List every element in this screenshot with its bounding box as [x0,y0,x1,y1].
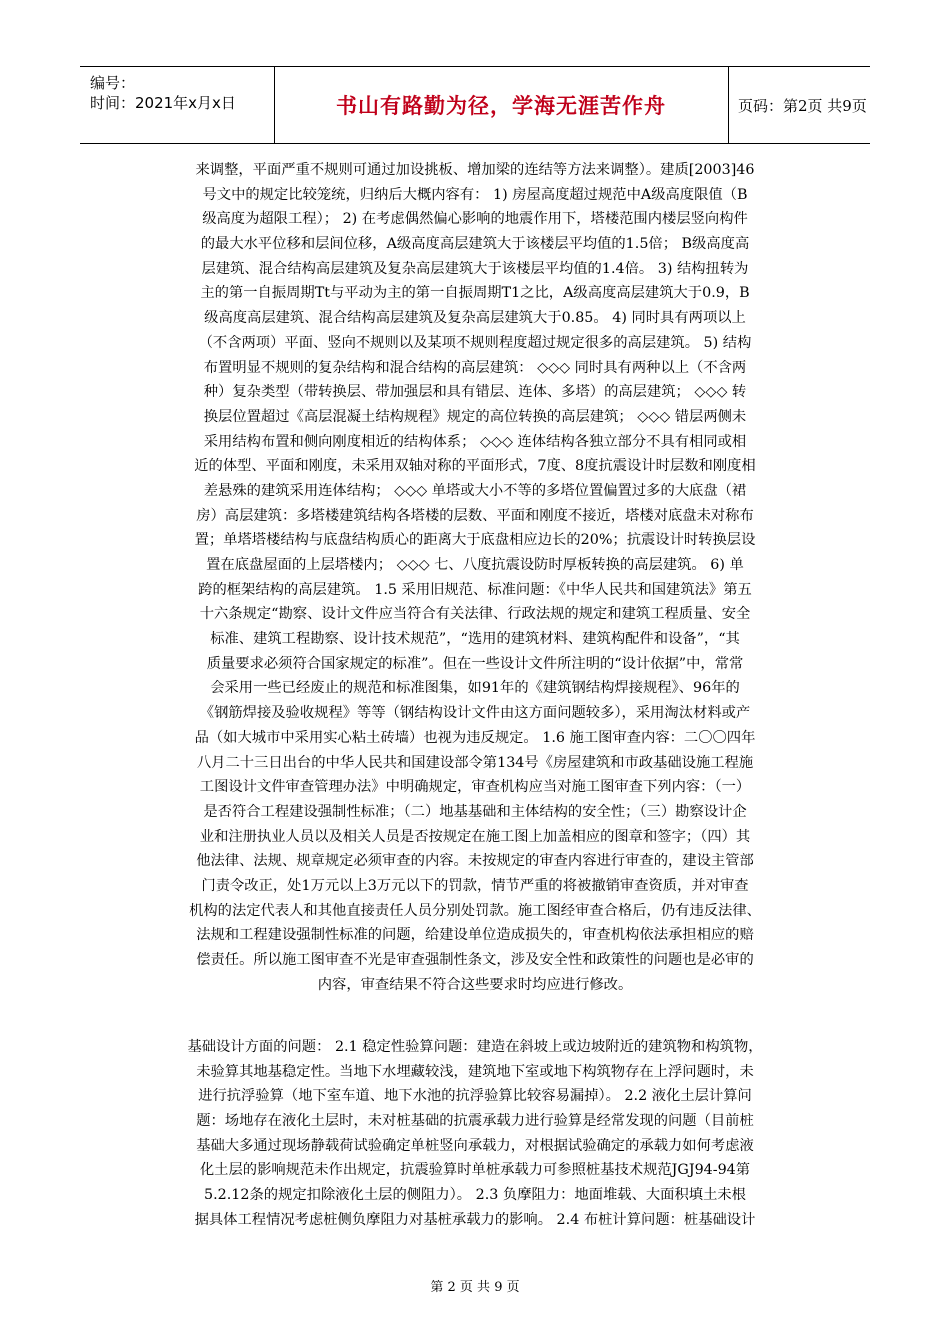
text-line: 化土层的影响规范未作出规定，抗震验算时单桩承载力可参照桩基技术规范JGJ94-94第 [199,1162,751,1179]
document-date-label: 时间：2021年x月x日 [90,94,236,112]
paragraph-2 [143,1035,807,1233]
page-header [80,66,870,144]
text-line: 采用结构布置和侧向刚度相近的结构体系； ◇◇◇ 连体结构各独立部分不具有相同或相 [203,433,747,450]
text-line: 号文中的规定比较笼统，归纳后大概内容有： 1) 房屋高度超过规范中A级高度限值（B [202,186,748,203]
text-line: 据具体工程情况考虑桩侧负摩阻力对基桩承载力的影响。 2.4 布桩计算问题：桩基础设计 [194,1211,756,1228]
header-page-info: 页码：第2页 共9页 [738,96,867,115]
text-line: 置在底盘屋面的上层塔楼内； ◇◇◇ 七、八度抗震设防时厚板转换的高层建筑。 6) 单 [206,557,744,573]
text-line: 质量要求必须符合国家规定的标准”。但在一些设计文件所注明的“设计依据”中，常常 [206,655,744,672]
text-line: 未验算其地基稳定性。当地下水埋藏较浅，建筑地下室或地下构筑物存在上浮问题时，未 [196,1063,754,1080]
text-line: 近的体型、平面和刚度，未采用双轴对称的平面形式，7度、8度抗震设计时层数和刚度相 [194,458,756,475]
text-line: 布置明显不规则的复杂结构和混合结构的高层建筑： ◇◇◇ 同时具有两种以上（不含两 [203,359,747,376]
text-line: 层建筑、混合结构高层建筑及复杂高层建筑大于该楼层平均值的1.4倍。 3) 结构扭转为 [201,260,749,277]
text-line: 基础设计方面的问题： 2.1 稳定性验算问题：建造在斜坡上或边坡附近的建筑物和构筑物， [187,1039,763,1055]
paragraph-1 [143,158,807,997]
text-line: 的最大水平位移和层间位移，A级高度高层建筑大于该楼层平均值的1.5倍； B级高度高 [200,236,750,253]
page-footer: 第 2 页 共 9 页 [430,1280,520,1295]
text-line: 偿责任。所以施工图审查不光是审查强制性条文，涉及安全性和政策性的问题也是必审的 [196,952,754,968]
text-line: 标准、建筑工程勘察、设计技术规范”，“选用的建筑材料、建筑构配件和设备”，“其 [210,631,740,648]
header-meta-cell [80,67,275,143]
text-line: （不含两项）平面、竖向不规则以及某项不规则程度超过规定很多的高层建筑。 5) 结构 [198,334,752,351]
text-line: 来调整，平面严重不规则可通过加设挑板、增加梁的连结等方法来调整）。建质[2003]46 [195,162,755,178]
text-line: 进行抗浮验算（地下室车道、地下水池的抗浮验算比较容易漏掉）。 2.2 液化土层计算问 [198,1088,752,1105]
text-line: 跨的框架结构的高层建筑。 1.5 采用旧规范、标准问题：《中华人民共和国建筑法》第五 [198,581,752,598]
text-line: 他法律、法规、规章规定必须审查的内容。未按规定的审查内容进行审查的，建设主管部 [196,853,754,870]
text-line: 是否符合工程建设强制性标准；（二）地基基础和主体结构的安全性；（三）勘察设计企 [203,803,747,820]
document-number-label: 编号： [90,74,136,92]
text-line: 机构的法定代表人和其他直接责任人员分别处罚款。施工图经审查合格后，仍有违反法律、 [189,902,761,919]
header-motto: 书山有路勤为径，学海无涯苦作舟 [336,94,666,118]
text-line: 基础大多通过现场静载荷试验确定单桩竖向承载力，对根据试验确定的承载力如何考虑液 [196,1137,754,1154]
text-line: 级高度为超限工程）； 2) 在考虑偶然偏心影响的地震作用下，塔楼范围内楼层竖向构件 [202,211,748,228]
text-line: 主的第一自振周期Tt与平动为主的第一自振周期T1之比，A级高度高层建筑大于0.9，B [200,285,750,302]
text-line: 八月二十三日出台的中华人民共和国建设部令第134号《房屋建筑和市政基础设施工程施 [196,754,754,771]
text-line: 换层位置超过《高层混凝土结构规程》规定的高位转换的高层建筑； ◇◇◇ 错层两侧未 [203,408,747,425]
text-line: 5.2.12条的规定扣除液化土层的侧阻力）。 2.3 负摩阻力：地面堆载、大面积填土未根 [204,1187,746,1204]
text-line: 工图设计文件审查管理办法》中明确规定，审查机构应当对施工图审查下列内容：（一） [199,779,751,796]
text-line: 置；单塔塔楼结构与底盘结构质心的距离大于底盘相应边长的20%；抗震设计时转换层设 [194,532,756,549]
text-line: 门责令改正，处1万元以上3万元以下的罚款，情节严重的将被撤销审查资质，并对审查 [201,877,749,894]
text-line: 《钢筋焊接及验收规程》等等（钢结构设计文件由这方面问题较多），采用淘汰材料或产 [199,705,751,722]
text-line: 会采用一些已经废止的规范和标准图集，如91年的《建筑钢结构焊接规程》、96年的 [210,680,740,697]
text-line: 种）复杂类型（带转换层、带加强层和具有错层、连体、多塔）的高层建筑； ◇◇◇ 转 [203,384,747,401]
header-motto-cell [274,67,729,143]
text-line: 内容，审查结果不符合这些要求时均应进行修改。 [317,976,633,993]
text-line: 业和注册执业人员以及相关人员是否按规定在施工图上加盖相应的图章和签字；（四）其 [199,828,751,845]
text-line: 房）高层建筑：多塔楼建筑结构各塔楼的层数、平面和刚度不接近，塔楼对底盘未对称布 [196,507,754,524]
text-line: 法规和工程建设强制性标准的问题，给建设单位造成损失的，审查机构依法承担相应的赔 [196,927,754,944]
header-page-cell [728,67,870,143]
text-line: 十六条规定“勘察、设计文件应当符合有关法律、行政法规的规定和建筑工程质量、安全 [199,606,751,623]
text-line: 差悬殊的建筑采用连体结构； ◇◇◇ 单塔或大小不等的多塔位置偏置过多的大底盘（裙 [203,482,747,499]
text-line: 品（如大城市中采用实心粘土砖墙）也视为违反规定。 1.6 施工图审查内容：二〇〇四年 [194,729,756,746]
text-line: 级高度高层建筑、混合结构高层建筑及复杂高层建筑大于0.85。 4) 同时具有两项以上 [204,310,746,327]
text-line: 题：场地存在液化土层时，未对桩基础的抗震承载力进行验算是经常发现的问题（目前桩 [196,1113,754,1130]
